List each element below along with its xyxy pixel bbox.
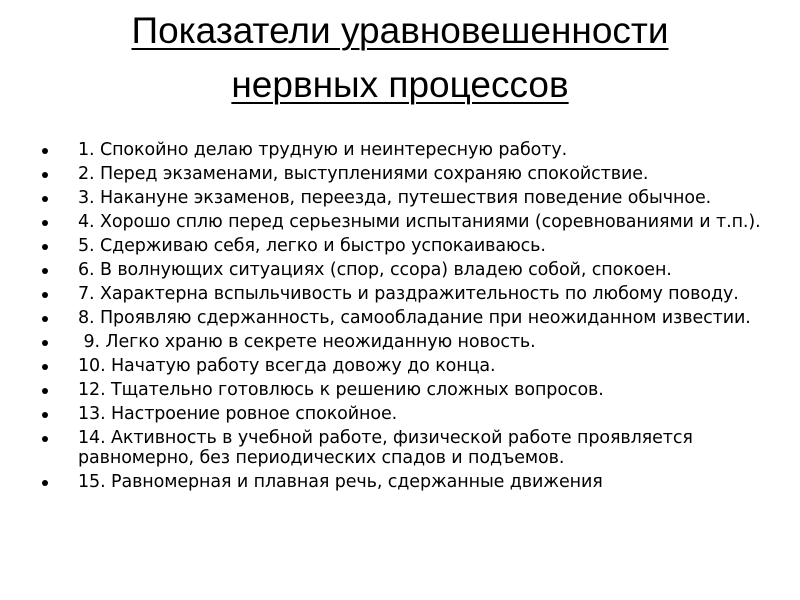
bullet-list: [36, 140, 786, 496]
bullet-icon: [42, 220, 48, 226]
list-item: [36, 308, 786, 328]
bullet-icon: [42, 388, 48, 394]
slide-title-line-1: Показатели уравновешенности: [131, 10, 669, 51]
list-item: [36, 284, 786, 304]
bullet-icon: [42, 196, 48, 202]
list-item: [36, 260, 786, 280]
list-item: [36, 356, 786, 376]
bullet-icon: [42, 436, 48, 442]
bullet-icon: [42, 244, 48, 250]
list-item-text: 15. Равномерная и плавная речь, сдержанные движения: [78, 472, 603, 492]
list-item-text: 13. Настроение ровное спокойное.: [78, 404, 398, 424]
list-item-text: 4. Хорошо сплю перед серьезными испытаниями (соревнованиями и т.п.).: [78, 212, 761, 232]
list-item: [36, 380, 786, 400]
list-item: [36, 404, 786, 424]
list-item-text: 9. Легко храню в секрете неожиданную новость.: [78, 332, 536, 352]
bullet-icon: [42, 412, 48, 418]
list-item-text: 2. Перед экзаменами, выступлениями сохраняю спокойствие.: [78, 164, 649, 184]
bullet-icon: [42, 148, 48, 154]
list-item: [36, 140, 786, 160]
bullet-icon: [42, 364, 48, 370]
bullet-icon: [42, 268, 48, 274]
bullet-icon: [42, 316, 48, 322]
slide-title: [0, 4, 800, 112]
list-item: [36, 212, 786, 232]
bullet-icon: [42, 480, 48, 486]
list-item-text: 7. Характерна вспыльчивость и раздражительность по любому поводу.: [78, 284, 739, 304]
list-item-text: 6. В волнующих ситуациях (спор, ссора) владею собой, спокоен.: [78, 260, 672, 280]
list-item: [36, 428, 786, 468]
list-item-text: 8. Проявляю сдержанность, самообладание при неожиданном известии.: [78, 308, 751, 328]
slide-title-line-2: нервных процессов: [231, 64, 569, 105]
list-item: [36, 236, 786, 256]
list-item-text: 14. Активность в учебной работе, физической работе проявляется равномерно, без периодических спадов и подъемов.: [78, 428, 693, 468]
bullet-icon: [42, 172, 48, 178]
list-item: [36, 164, 786, 184]
list-item-text: 1. Спокойно делаю трудную и неинтересную работу.: [78, 140, 568, 160]
list-item-text: 5. Сдерживаю себя, легко и быстро успокаиваюсь.: [78, 236, 546, 256]
list-item: [36, 188, 786, 208]
bullet-icon: [42, 340, 48, 346]
list-item-text: 10. Начатую работу всегда довожу до конца.: [78, 356, 496, 376]
list-item: [36, 472, 786, 492]
list-item: [36, 332, 786, 352]
list-item-text: 12. Тщательно готовлюсь к решению сложных вопросов.: [78, 380, 604, 400]
bullet-icon: [42, 292, 48, 298]
list-item-text: 3. Накануне экзаменов, переезда, путешествия поведение обычное.: [78, 188, 712, 208]
